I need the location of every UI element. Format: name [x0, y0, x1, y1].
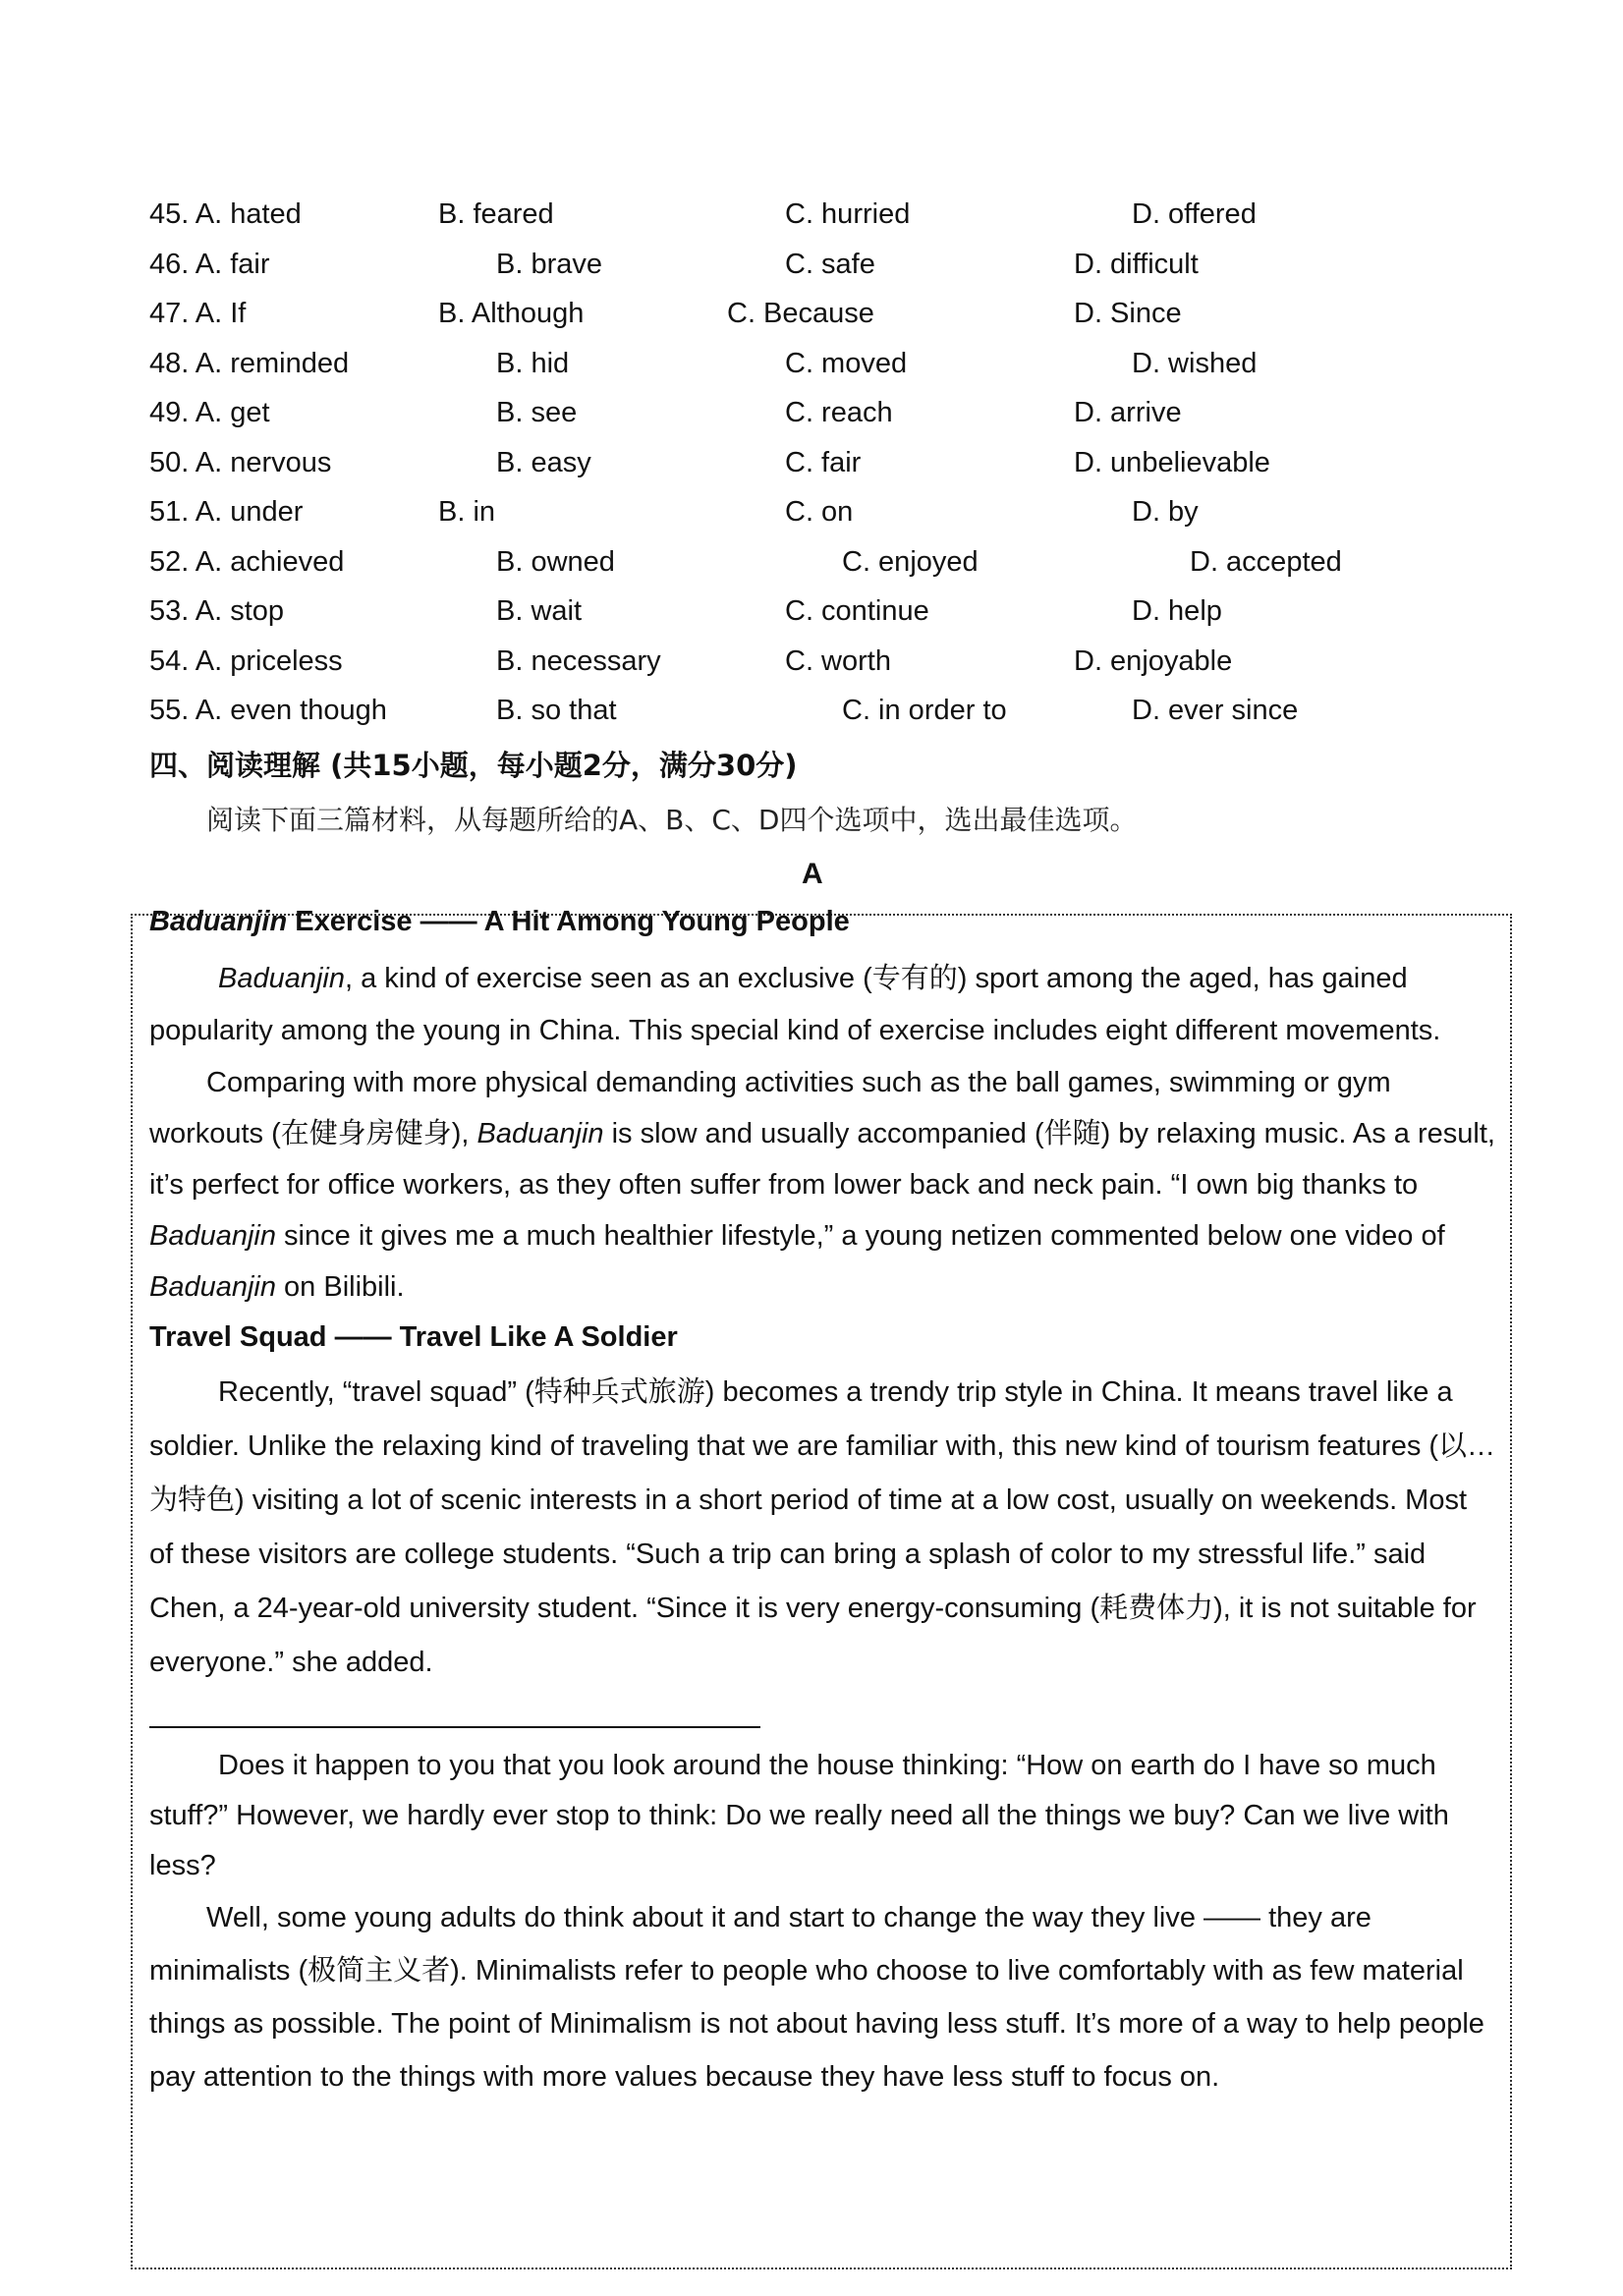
question-number: 51. [149, 496, 196, 528]
question-number: 49. [149, 397, 196, 428]
option-a [149, 393, 270, 432]
option-a [149, 542, 344, 582]
baduanjin-text [149, 953, 1497, 1313]
option-d: D. offered [1132, 198, 1257, 230]
question-number: 46. [149, 249, 196, 280]
option-b: B. see [496, 397, 578, 428]
option-a [149, 591, 284, 631]
paragraph: Does it happen to you that you look around the house thinking: “How on earth do I have so much stuff?” However, we hardly ever stop to think: Do we really need all the things we buy? Can we live with less? [149, 1750, 1449, 1881]
option-c: C. continue [785, 595, 929, 627]
option-a [149, 195, 302, 234]
option-c: C. on [785, 496, 854, 528]
option-text: A. priceless [195, 645, 343, 677]
option-b: B. wait [496, 595, 583, 627]
option-a [149, 294, 246, 333]
question-number: 47. [149, 298, 196, 329]
option-text: A. achieved [195, 546, 345, 578]
option-b: B. owned [496, 546, 615, 578]
option-c: C. worth [785, 645, 891, 677]
option-a [149, 691, 387, 730]
question-number: 55. [149, 695, 196, 726]
option-d: D. Since [1074, 298, 1182, 329]
option-b: B. hid [496, 348, 570, 379]
passage-letter: A [802, 858, 823, 890]
passage-subtitle-travel-squad: Travel Squad —— Travel Like A Soldier [149, 1321, 678, 1353]
option-b: B. easy [496, 447, 591, 478]
question-row-54 [0, 642, 1623, 681]
option-d: D. wished [1132, 348, 1258, 379]
option-text: A. nervous [195, 447, 332, 478]
option-a [149, 492, 303, 532]
option-text: A. even though [195, 695, 387, 726]
option-c: C. moved [785, 348, 908, 379]
question-row-51 [0, 492, 1623, 532]
option-a [149, 642, 343, 681]
option-b: B. in [438, 496, 496, 528]
option-d: D. by [1132, 496, 1199, 528]
section-instruction: 阅读下面三篇材料，从每题所给的A、B、C、D四个选项中，选出最佳选项。 [206, 804, 1138, 836]
paragraph: Recently, “travel squad” (特种兵式旅游) becomes a trendy trip style in China. It means travel like a soldier. Unlike the relaxing kind of traveling that we are familiar with, this new kind of tourism features (以…为特色) visiting a lot of scenic interests in a short period of time at a low cost, usually on weekends. Most of these visitors are college students. “Such a trip can bring a splash of color to my stressful life.” said Chen, a 24-year-old university student. “Since it is very energy-consuming (耗费体力), it is not suitable for everyone.” she added. [149, 1376, 1496, 1678]
option-d: D. difficult [1074, 249, 1199, 280]
option-c: C. safe [785, 249, 875, 280]
option-text: A. If [195, 298, 247, 329]
option-b: B. brave [496, 249, 602, 280]
question-number: 45. [149, 198, 196, 230]
option-d: D. accepted [1190, 546, 1342, 578]
question-number: 54. [149, 645, 196, 677]
option-text: A. reminded [195, 348, 350, 379]
question-row-46 [0, 245, 1623, 284]
option-c: C. enjoyed [842, 546, 979, 578]
question-row-52 [0, 542, 1623, 582]
option-text: A. stop [195, 595, 285, 627]
option-c: C. in order to [842, 695, 1007, 726]
option-text: A. under [195, 496, 304, 528]
question-row-49 [0, 393, 1623, 432]
option-c: C. hurried [785, 198, 911, 230]
option-b: B. Although [438, 298, 585, 329]
paragraph: Comparing with more physical demanding activities such as the ball games, swimming or gym workouts (在健身房健身), Baduanjin is slow and usually accompanied (伴随) by relaxing music. As a result, it’s perfect for office workers, as they often suffer from lower back and neck pain. “I own big thanks to Baduanjin since it gives me a much healthier lifestyle,” a young netizen commented below one video of Baduanjin on Bilibili. [149, 1067, 1495, 1303]
question-number: 50. [149, 447, 196, 478]
option-c: C. reach [785, 397, 893, 428]
option-text: A. fair [195, 249, 270, 280]
option-c: C. Because [727, 298, 874, 329]
section-heading: 四、阅读理解 (共15小题，每小题2分，满分30分) [149, 749, 798, 782]
question-row-53 [0, 591, 1623, 631]
option-b: B. feared [438, 198, 554, 230]
minimalism-text [149, 1741, 1497, 2103]
travel-squad-text [149, 1366, 1497, 1690]
option-a [149, 245, 270, 284]
option-text: A. hated [195, 198, 302, 230]
question-row-55 [0, 691, 1623, 730]
question-number: 52. [149, 546, 196, 578]
option-b: B. so that [496, 695, 617, 726]
option-b: B. necessary [496, 645, 661, 677]
option-d: D. unbelievable [1074, 447, 1270, 478]
paragraph: Baduanjin, a kind of exercise seen as an exclusive (专有的) sport among the aged, has gained popularity among the young in China. This special kind of exercise includes eight different movements. [149, 963, 1441, 1046]
option-a [149, 344, 349, 383]
blank-title-line [149, 1726, 760, 1728]
passage-subtitle-baduanjin: Baduanjin Exercise —— A Hit Among Young People [149, 906, 850, 937]
question-row-48 [0, 344, 1623, 383]
option-c: C. fair [785, 447, 862, 478]
option-d: D. arrive [1074, 397, 1182, 428]
question-number: 53. [149, 595, 196, 627]
question-row-50 [0, 443, 1623, 482]
paragraph: Well, some young adults do think about it and start to change the way they live —— they are minimalists (极简主义者). Minimalists refer to people who choose to live comfortably with as few material things as possible. The point of Minimalism is not about having less stuff. It’s more of a way to help people pay attention to the things with more values because they have less stuff to focus on. [149, 1902, 1484, 2093]
question-number: 48. [149, 348, 196, 379]
option-a [149, 443, 331, 482]
option-d: D. ever since [1132, 695, 1299, 726]
question-row-47 [0, 294, 1623, 333]
question-row-45 [0, 195, 1623, 234]
option-text: A. get [195, 397, 270, 428]
option-d: D. enjoyable [1074, 645, 1233, 677]
option-d: D. help [1132, 595, 1222, 627]
